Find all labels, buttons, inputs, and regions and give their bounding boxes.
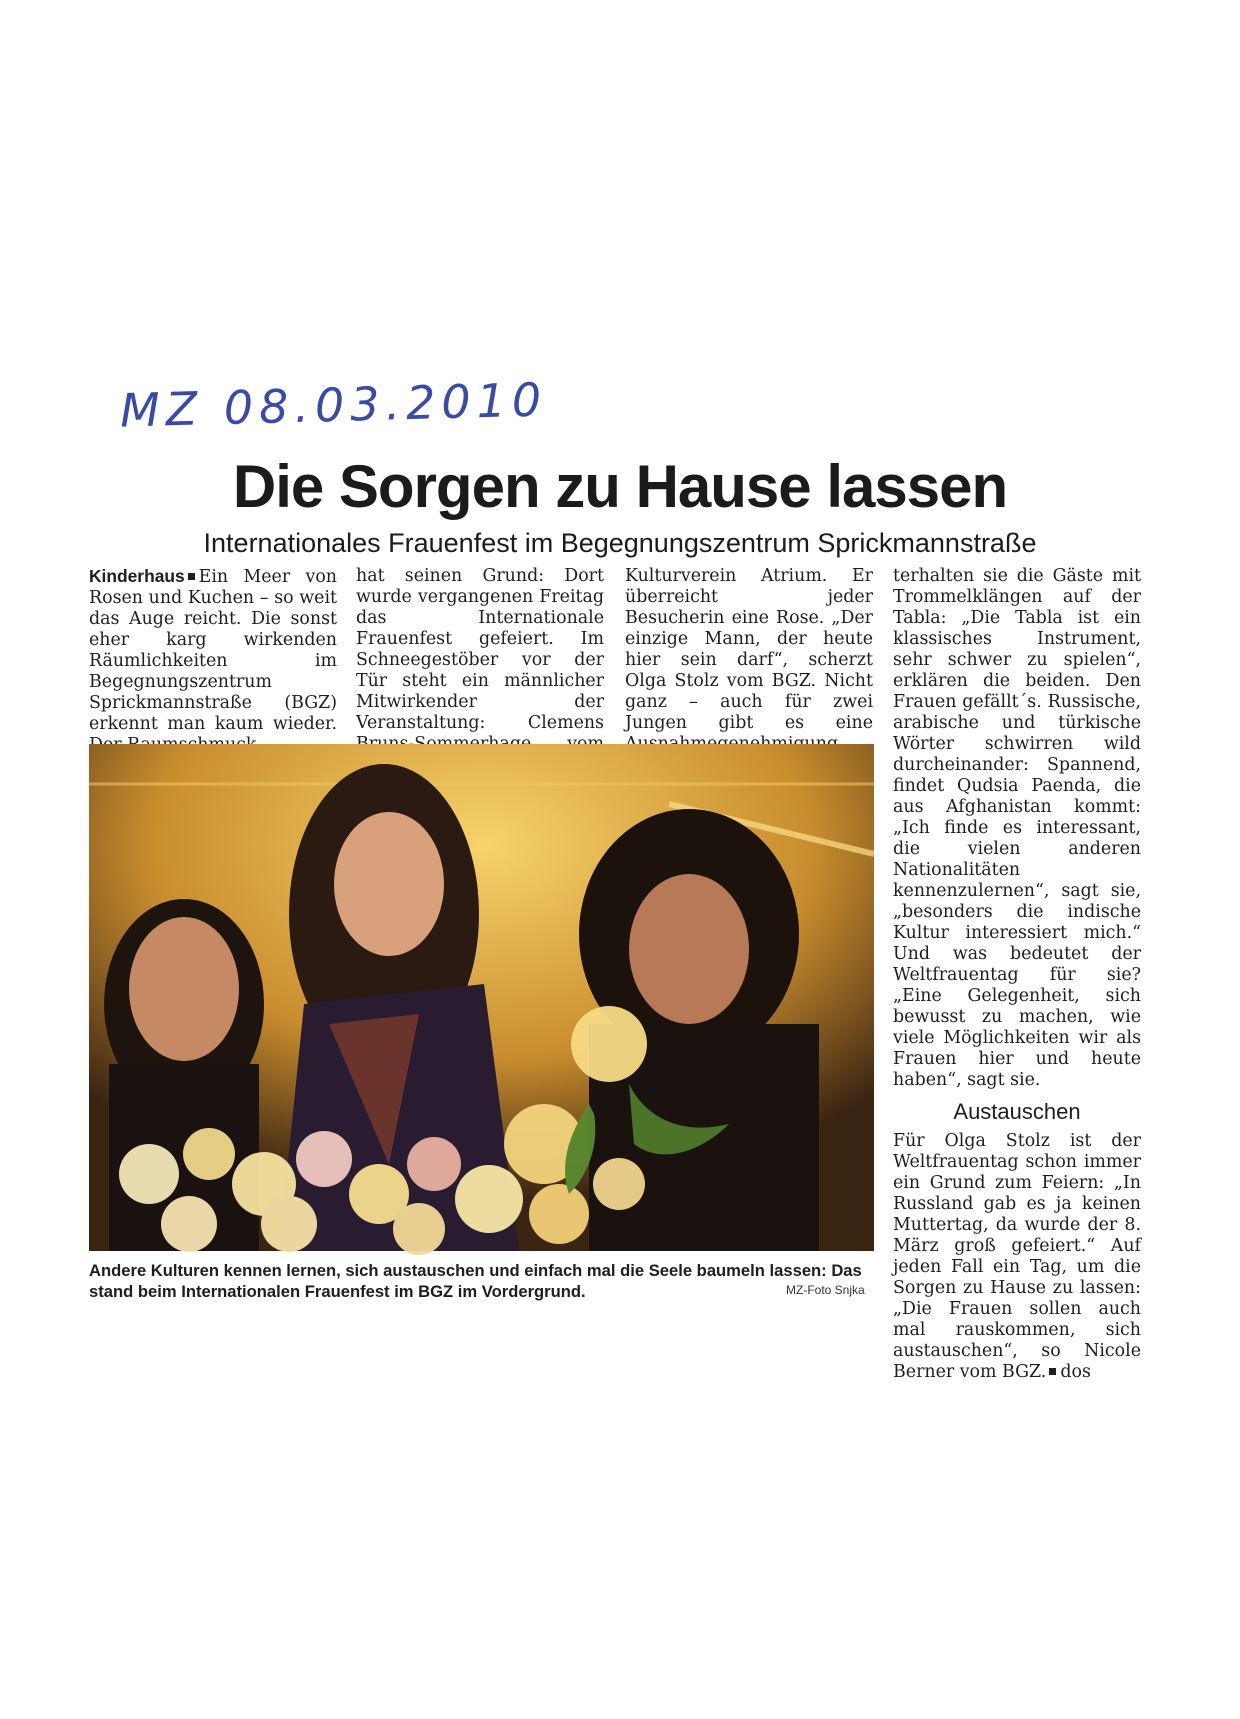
author-signature: dos xyxy=(1060,1362,1091,1382)
photo-credit: MZ-Foto Snjka xyxy=(786,1283,865,1297)
column-4-text-part-1: terhalten sie die Gäste mit Trommelklängen auf der Tabla: „Die Tabla ist ein klassisches Instrument, sehr schwer zu spielen“, erklären die beiden. Den Frauen gefällt´s. Russische, arabische und türkische Wörter schwirren wild durcheinander: Spannend, findet Qudsia Paenda, die aus Afghanistan kommt: „Ich finde es interessant, die vielen anderen Nationalitäten kennenzulernen“, sagt sie, „besonders die indische Kultur interessiert mich.“ Und was bedeutet der Weltfrauentag für sie? „Eine Gelegenheit, sich bewusst zu machen, wie viele Möglichkeiten wir als Frauen hier und heute haben“, sagt sie. xyxy=(893,566,1141,1090)
end-square-icon xyxy=(1049,1368,1056,1375)
column-4-text-part-2-body: Für Olga Stolz ist der Weltfrauentag schon immer ein Grund zum Feiern: „In Russland gab es ja keinen Muttertag, da wurde der 8. März groß gefeiert.“ Auf jeden Fall ein Tag, um die Sorgen zu Hause zu lassen: „Die Frauen sollen auch mal rauskommen, sich austauschen“, so Nicole Berner vom BGZ. xyxy=(893,1131,1141,1382)
article-column-1 xyxy=(89,566,337,742)
column-4-text-part-2 xyxy=(893,1131,1141,1383)
column-1-text: Ein Meer von Rosen und Kuchen – so weit das Auge reicht. Die sonst eher karg wirkenden Räumlichkeiten im Begegnungszentrum Sprickmannstraße (BGZ) erkennt man kaum wieder. xyxy=(89,567,337,734)
handwritten-date-note: MZ 08.03.2010 xyxy=(119,372,548,438)
section-subheading: Austauschen xyxy=(953,1099,1081,1124)
article-headline: Die Sorgen zu Hause lassen xyxy=(232,453,1008,520)
article-kicker: Kinderhaus xyxy=(89,566,185,586)
article-column-4 xyxy=(893,566,1141,1383)
article-subheadline: Internationales Frauenfest im Begegnungszentrum Sprickmannstraße xyxy=(203,528,1037,558)
article-photo xyxy=(89,744,874,1251)
bullet-square-icon xyxy=(188,573,195,580)
article-column-2: hat seinen Grund: Dort wurde vergangenen Freitag das Internationale Frauenfest gefeiert. Im Schneegestöber vor der Tür steht ein männlicher Mitwirkender der Veranstaltung: Clemens xyxy=(356,566,604,733)
photo-caption: Andere Kulturen kennen lernen, sich austauschen und einfach mal die Seele baumeln lassen: Das stand beim Internationalen Frauenfest im BGZ im Vordergrund. xyxy=(89,1261,862,1301)
article-column-3: Kulturverein Atrium. Er überreicht jeder Besucherin eine Rose. „Der einzige Mann, der heute hier sein darf“, scherzt Olga Stolz vom BGZ. Nicht ganz – auch für zwei Jungen gibt es eine xyxy=(625,566,873,733)
photo-illustration xyxy=(89,744,874,1251)
